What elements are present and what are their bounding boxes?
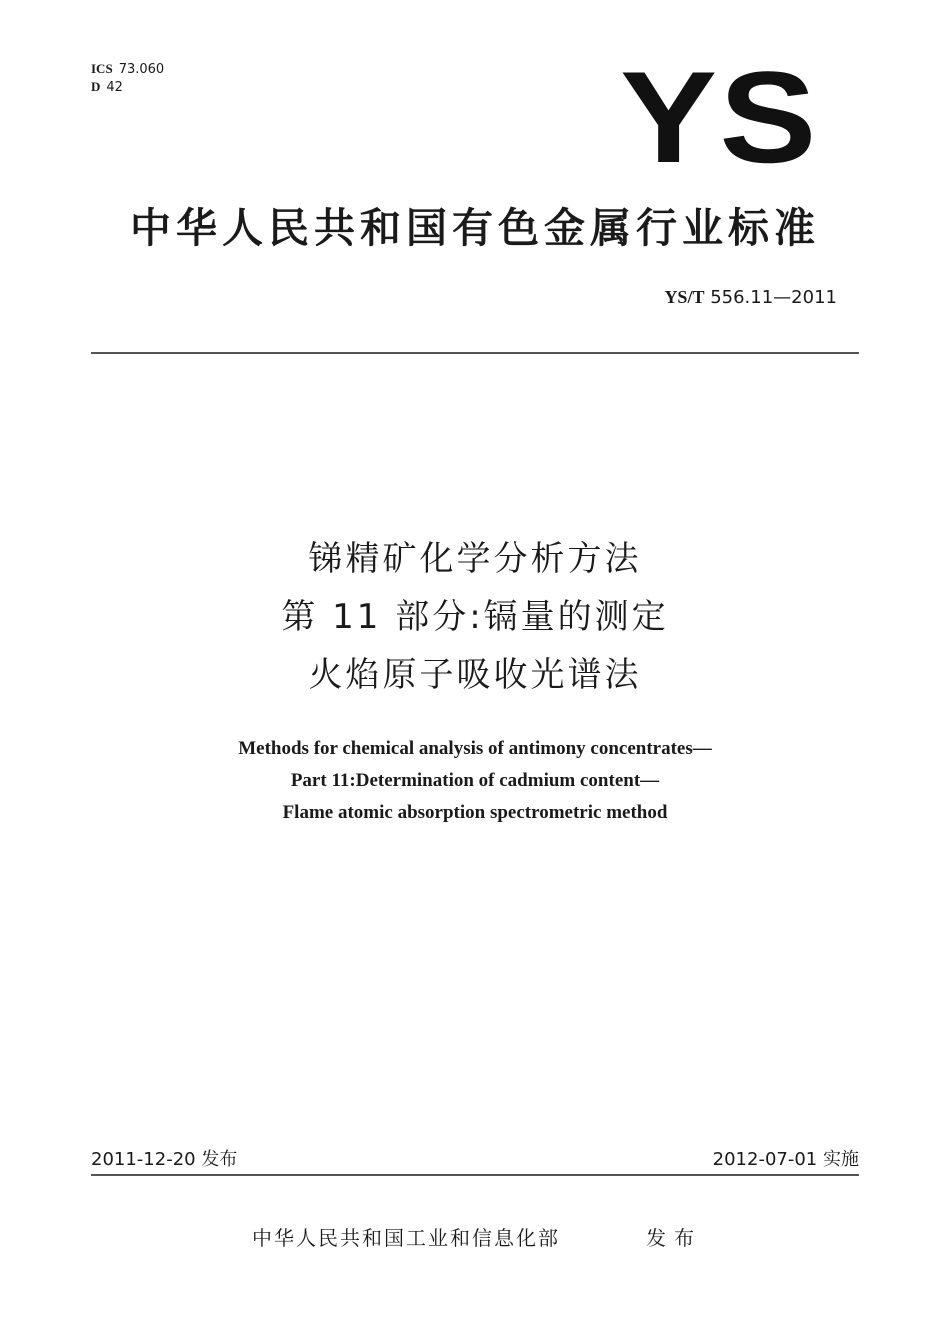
ics-code-line: [91, 60, 164, 78]
d-label: D: [91, 79, 101, 94]
standard-number-prefix: YS/T: [664, 287, 705, 307]
bottom-divider: [91, 1174, 859, 1176]
ys-logo: YS: [620, 44, 819, 190]
issuing-authority: 中华人民共和国工业和信息化部: [252, 1226, 560, 1250]
english-title-line-1: Methods for chemical analysis of antimony concentrates—: [238, 738, 712, 759]
classification-codes: [91, 60, 164, 96]
chinese-title-line-2: 第 11 部分:镉量的测定: [281, 597, 669, 637]
standard-number: [664, 287, 837, 308]
d-value: 42: [106, 80, 123, 95]
top-divider: [91, 352, 859, 354]
chinese-title-line-3: 火焰原子吸收光谱法: [308, 655, 642, 695]
english-title-block: [0, 733, 950, 829]
chinese-title-line-1: 锑精矿化学分析方法: [308, 539, 642, 579]
standard-number-value: 556.11—2011: [710, 287, 837, 308]
ics-label: ICS: [91, 61, 113, 76]
implement-date: 2012-07-01 实施: [712, 1149, 859, 1170]
d-code-line: [91, 78, 164, 96]
issue-action: 发布: [646, 1226, 702, 1250]
english-title-line-2: Part 11:Determination of cadmium content—: [290, 770, 660, 791]
chinese-title-block: [0, 530, 950, 704]
english-title-line-3: Flame atomic absorption spectrometric method: [282, 802, 668, 823]
ics-value: 73.060: [118, 62, 165, 77]
standard-title: 中华人民共和国有色金属行业标准: [130, 204, 820, 252]
publish-date: 2011-12-20 发布: [91, 1149, 238, 1170]
